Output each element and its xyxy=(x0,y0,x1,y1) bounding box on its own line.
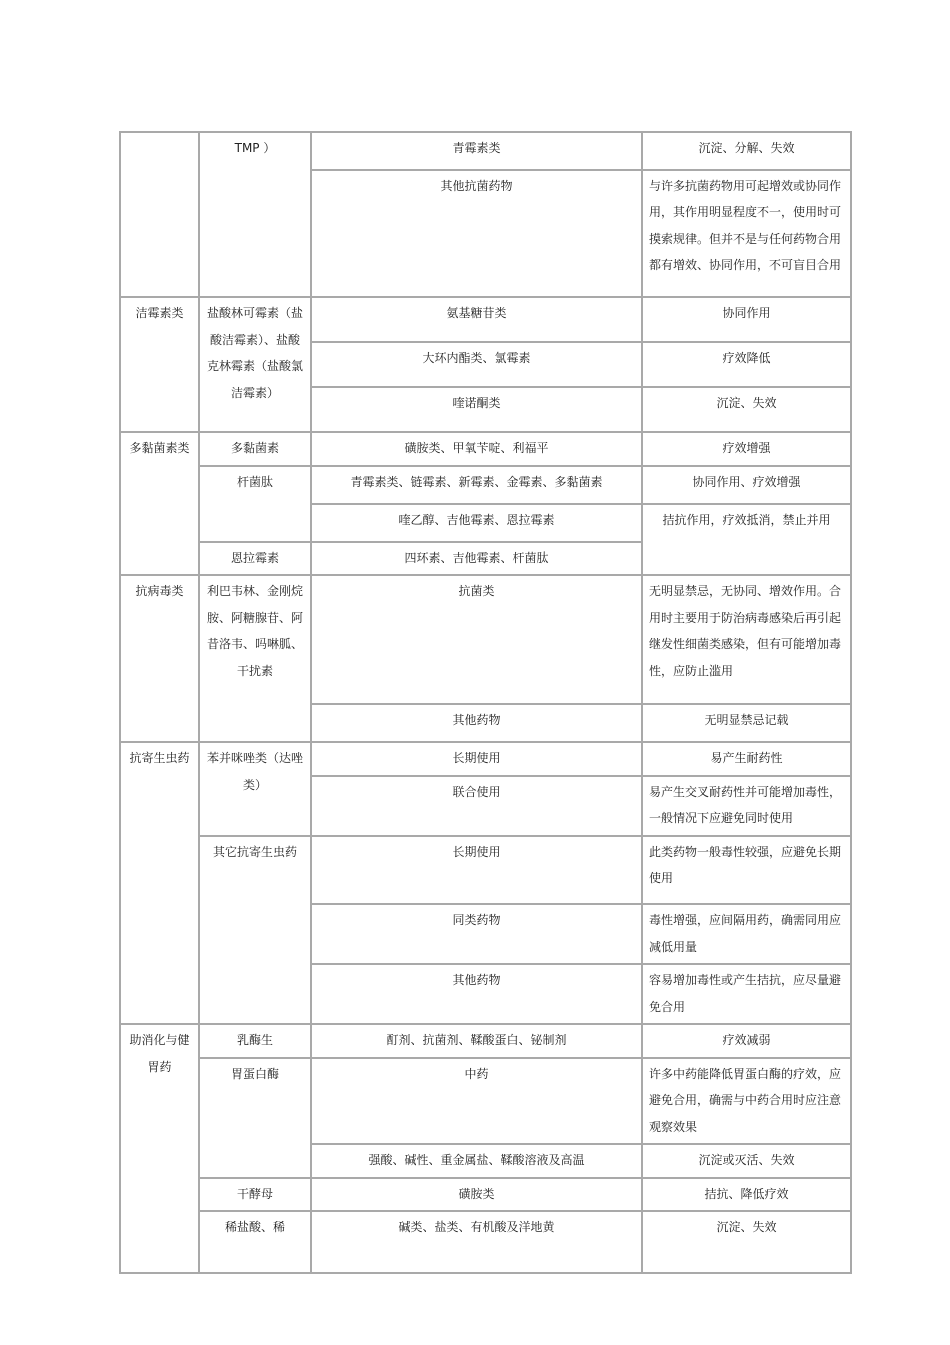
table-row xyxy=(120,432,851,466)
effect-cell: 容易增加毒性或产生拮抗，应尽量避免合用 xyxy=(642,964,851,1024)
combination-cell: 喹诺酮类 xyxy=(311,387,642,432)
table-row xyxy=(120,575,851,704)
combination-cell: 磺胺类、甲氧苄啶、利福平 xyxy=(311,432,642,466)
effect-cell: 许多中药能降低胃蛋白酶的疗效，应避免合用，确需与中药合用时应注意观察效果 xyxy=(642,1058,851,1145)
combination-cell: 同类药物 xyxy=(311,904,642,964)
combination-cell: 酊剂、抗菌剂、鞣酸蛋白、铋制剂 xyxy=(311,1024,642,1058)
effect-cell: 沉淀、失效 xyxy=(642,1211,851,1273)
drug-cell: 苯并咪唑类（达唑类） xyxy=(199,742,311,836)
category-cell: 抗病毒类 xyxy=(120,575,199,742)
effect-cell: 易产生交叉耐药性并可能增加毒性，一般情况下应避免同时使用 xyxy=(642,776,851,836)
combination-cell: 其他药物 xyxy=(311,704,642,742)
combination-cell: 中药 xyxy=(311,1058,642,1145)
combination-cell: 碱类、盐类、有机酸及洋地黄 xyxy=(311,1211,642,1273)
effect-cell: 毒性增强，应间隔用药，确需同用应减低用量 xyxy=(642,904,851,964)
combination-cell: 长期使用 xyxy=(311,836,642,905)
effect-cell: 疗效减弱 xyxy=(642,1024,851,1058)
category-cell xyxy=(120,132,199,297)
combination-cell: 强酸、碱性、重金属盐、鞣酸溶液及高温 xyxy=(311,1144,642,1178)
effect-cell: 疗效降低 xyxy=(642,342,851,387)
drug-cell: 杆菌肽 xyxy=(199,466,311,542)
table-row xyxy=(120,1211,851,1273)
drug-cell: TMP ） xyxy=(199,132,311,297)
effect-cell: 沉淀、失效 xyxy=(642,387,851,432)
effect-cell: 此类药物一般毒性较强，应避免长期使用 xyxy=(642,836,851,905)
effect-cell: 易产生耐药性 xyxy=(642,742,851,776)
drug-cell: 其它抗寄生虫药 xyxy=(199,836,311,1025)
combination-cell: 联合使用 xyxy=(311,776,642,836)
effect-cell: 沉淀或灭活、失效 xyxy=(642,1144,851,1178)
combination-cell: 四环素、吉他霉素、杆菌肽 xyxy=(311,542,642,576)
drug-cell: 恩拉霉素 xyxy=(199,542,311,576)
drug-cell: 多黏菌素 xyxy=(199,432,311,466)
combination-cell: 喹乙醇、吉他霉素、恩拉霉素 xyxy=(311,504,642,542)
table-row xyxy=(120,466,851,504)
effect-cell: 协同作用 xyxy=(642,297,851,342)
drug-cell: 乳酶生 xyxy=(199,1024,311,1058)
combination-cell: 氨基糖苷类 xyxy=(311,297,642,342)
combination-cell: 其他抗菌药物 xyxy=(311,170,642,297)
effect-cell: 与许多抗菌药物用可起增效或协同作用，其作用明显程度不一，使用时可摸索规律。但并不是与任何药物合用都有增效、协同作用，不可盲目合用 xyxy=(642,170,851,297)
category-cell: 洁霉素类 xyxy=(120,297,199,432)
category-cell: 助消化与健胃药 xyxy=(120,1024,199,1273)
table-row xyxy=(120,742,851,776)
combination-cell: 大环内酯类、氯霉素 xyxy=(311,342,642,387)
effect-cell: 疗效增强 xyxy=(642,432,851,466)
combination-cell: 青霉素类 xyxy=(311,132,642,170)
drug-interaction-table xyxy=(119,131,852,1274)
drug-cell: 稀盐酸、稀 xyxy=(199,1211,311,1273)
effect-cell: 协同作用、疗效增强 xyxy=(642,466,851,504)
effect-cell: 无明显禁忌，无协同、增效作用。合用时主要用于防治病毒感染后再引起继发性细菌类感染，但有可能增加毒性，应防止滥用 xyxy=(642,575,851,704)
effect-cell: 拮抗、降低疗效 xyxy=(642,1178,851,1212)
effect-cell: 沉淀、分解、失效 xyxy=(642,132,851,170)
effect-cell: 拮抗作用，疗效抵消，禁止并用 xyxy=(642,504,851,576)
combination-cell: 长期使用 xyxy=(311,742,642,776)
table-row xyxy=(120,836,851,905)
combination-cell: 青霉素类、链霉素、新霉素、金霉素、多黏菌素 xyxy=(311,466,642,504)
table-row xyxy=(120,1178,851,1212)
combination-cell: 抗菌类 xyxy=(311,575,642,704)
drug-cell: 利巴韦林、金刚烷胺、阿糖腺苷、阿昔洛韦、吗啉胍、干扰素 xyxy=(199,575,311,742)
combination-cell: 磺胺类 xyxy=(311,1178,642,1212)
drug-cell: 盐酸林可霉素（盐酸洁霉素）、盐酸克林霉素（盐酸氯洁霉素） xyxy=(199,297,311,432)
combination-cell: 其他药物 xyxy=(311,964,642,1024)
drug-cell: 胃蛋白酶 xyxy=(199,1058,311,1178)
effect-cell: 无明显禁忌记载 xyxy=(642,704,851,742)
drug-cell: 干酵母 xyxy=(199,1178,311,1212)
category-cell: 抗寄生虫药 xyxy=(120,742,199,1024)
table-row xyxy=(120,1024,851,1058)
table-row xyxy=(120,132,851,170)
category-cell: 多黏菌素类 xyxy=(120,432,199,575)
table-row xyxy=(120,1058,851,1145)
table-row xyxy=(120,297,851,342)
